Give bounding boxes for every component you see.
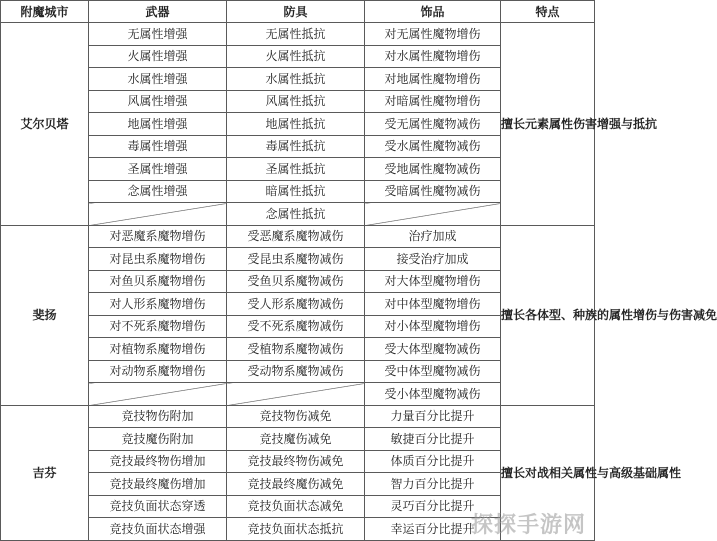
accessory-cell: 灵巧百分比提升 xyxy=(365,495,501,518)
empty-cell xyxy=(89,383,227,406)
header-weapon: 武器 xyxy=(89,1,227,23)
accessory-cell: 力量百分比提升 xyxy=(365,405,501,428)
armor-cell: 水属性抵抗 xyxy=(227,68,365,91)
weapon-cell: 对动物系魔物增伤 xyxy=(89,360,227,383)
armor-cell: 毒属性抵抗 xyxy=(227,135,365,158)
armor-cell: 暗属性抵抗 xyxy=(227,180,365,203)
armor-cell: 受昆虫系魔物减伤 xyxy=(227,248,365,271)
accessory-cell: 幸运百分比提升 xyxy=(365,518,501,541)
weapon-cell: 对人形系魔物增伤 xyxy=(89,293,227,316)
watermark: 探探手游网 xyxy=(470,513,586,538)
empty-cell xyxy=(365,203,501,226)
armor-cell: 念属性抵抗 xyxy=(227,203,365,226)
accessory-cell: 对大体型魔物增伤 xyxy=(365,270,501,293)
weapon-cell: 竞技物伤附加 xyxy=(89,405,227,428)
armor-cell: 受植物系魔物减伤 xyxy=(227,338,365,361)
armor-cell: 受人形系魔物减伤 xyxy=(227,293,365,316)
weapon-cell: 火属性增强 xyxy=(89,45,227,68)
accessory-cell: 体质百分比提升 xyxy=(365,450,501,473)
accessory-cell: 对暗属性魔物增伤 xyxy=(365,90,501,113)
feature-cell: 擅长对战相关属性与高级基础属性 xyxy=(501,405,595,540)
weapon-cell: 竞技最终物伤增加 xyxy=(89,450,227,473)
armor-cell: 圣属性抵抗 xyxy=(227,158,365,181)
armor-cell: 竞技最终魔伤减免 xyxy=(227,473,365,496)
armor-cell: 竞技魔伤减免 xyxy=(227,428,365,451)
armor-cell: 受动物系魔物减伤 xyxy=(227,360,365,383)
weapon-cell: 对鱼贝系魔物增伤 xyxy=(89,270,227,293)
armor-cell: 受不死系魔物减伤 xyxy=(227,315,365,338)
weapon-cell: 竞技最终魔伤增加 xyxy=(89,473,227,496)
weapon-cell: 念属性增强 xyxy=(89,180,227,203)
header-city: 附魔城市 xyxy=(1,1,89,23)
accessory-cell: 智力百分比提升 xyxy=(365,473,501,496)
header-feature: 特点 xyxy=(501,1,595,23)
accessory-cell: 受小体型魔物减伤 xyxy=(365,383,501,406)
accessory-cell: 治疗加成 xyxy=(365,225,501,248)
feature-cell: 擅长元素属性伤害增强与抵抗 xyxy=(501,23,595,226)
accessory-cell: 对中体型魔物增伤 xyxy=(365,293,501,316)
weapon-cell: 竞技魔伤附加 xyxy=(89,428,227,451)
empty-cell xyxy=(227,383,365,406)
weapon-cell: 地属性增强 xyxy=(89,113,227,136)
armor-cell: 竞技负面状态减免 xyxy=(227,495,365,518)
armor-cell: 竞技最终物伤减免 xyxy=(227,450,365,473)
empty-cell xyxy=(89,203,227,226)
armor-cell: 地属性抵抗 xyxy=(227,113,365,136)
armor-cell: 受鱼贝系魔物减伤 xyxy=(227,270,365,293)
header-accessory: 饰品 xyxy=(365,1,501,23)
city-cell: 吉芬 xyxy=(1,405,89,540)
table-row xyxy=(1,225,595,248)
armor-cell: 无属性抵抗 xyxy=(227,23,365,46)
accessory-cell: 受地属性魔物减伤 xyxy=(365,158,501,181)
header-row xyxy=(1,1,595,23)
weapon-cell: 竞技负面状态穿透 xyxy=(89,495,227,518)
feature-cell: 擅长各体型、种族的属性增伤与伤害减免 xyxy=(501,225,595,405)
weapon-cell: 对昆虫系魔物增伤 xyxy=(89,248,227,271)
accessory-cell: 对水属性魔物增伤 xyxy=(365,45,501,68)
weapon-cell: 对植物系魔物增伤 xyxy=(89,338,227,361)
table-row xyxy=(1,405,595,428)
accessory-cell: 受暗属性魔物减伤 xyxy=(365,180,501,203)
armor-cell: 受恶魔系魔物减伤 xyxy=(227,225,365,248)
weapon-cell: 无属性增强 xyxy=(89,23,227,46)
accessory-cell: 接受治疗加成 xyxy=(365,248,501,271)
accessory-cell: 受中体型魔物减伤 xyxy=(365,360,501,383)
weapon-cell: 水属性增强 xyxy=(89,68,227,91)
accessory-cell: 对无属性魔物增伤 xyxy=(365,23,501,46)
weapon-cell: 圣属性增强 xyxy=(89,158,227,181)
armor-cell: 竞技物伤减免 xyxy=(227,405,365,428)
city-cell: 艾尔贝塔 xyxy=(1,23,89,226)
table-row xyxy=(1,23,595,46)
weapon-cell: 竞技负面状态增强 xyxy=(89,518,227,541)
weapon-cell: 对不死系魔物增伤 xyxy=(89,315,227,338)
accessory-cell: 受大体型魔物减伤 xyxy=(365,338,501,361)
weapon-cell: 对恶魔系魔物增伤 xyxy=(89,225,227,248)
accessory-cell: 受水属性魔物减伤 xyxy=(365,135,501,158)
accessory-cell: 对地属性魔物增伤 xyxy=(365,68,501,91)
armor-cell: 风属性抵抗 xyxy=(227,90,365,113)
armor-cell: 火属性抵抗 xyxy=(227,45,365,68)
weapon-cell: 风属性增强 xyxy=(89,90,227,113)
accessory-cell: 敏捷百分比提升 xyxy=(365,428,501,451)
armor-cell: 竞技负面状态抵抗 xyxy=(227,518,365,541)
weapon-cell: 毒属性增强 xyxy=(89,135,227,158)
header-armor: 防具 xyxy=(227,1,365,23)
city-cell: 斐扬 xyxy=(1,225,89,405)
accessory-cell: 对小体型魔物增伤 xyxy=(365,315,501,338)
accessory-cell: 受无属性魔物减伤 xyxy=(365,113,501,136)
